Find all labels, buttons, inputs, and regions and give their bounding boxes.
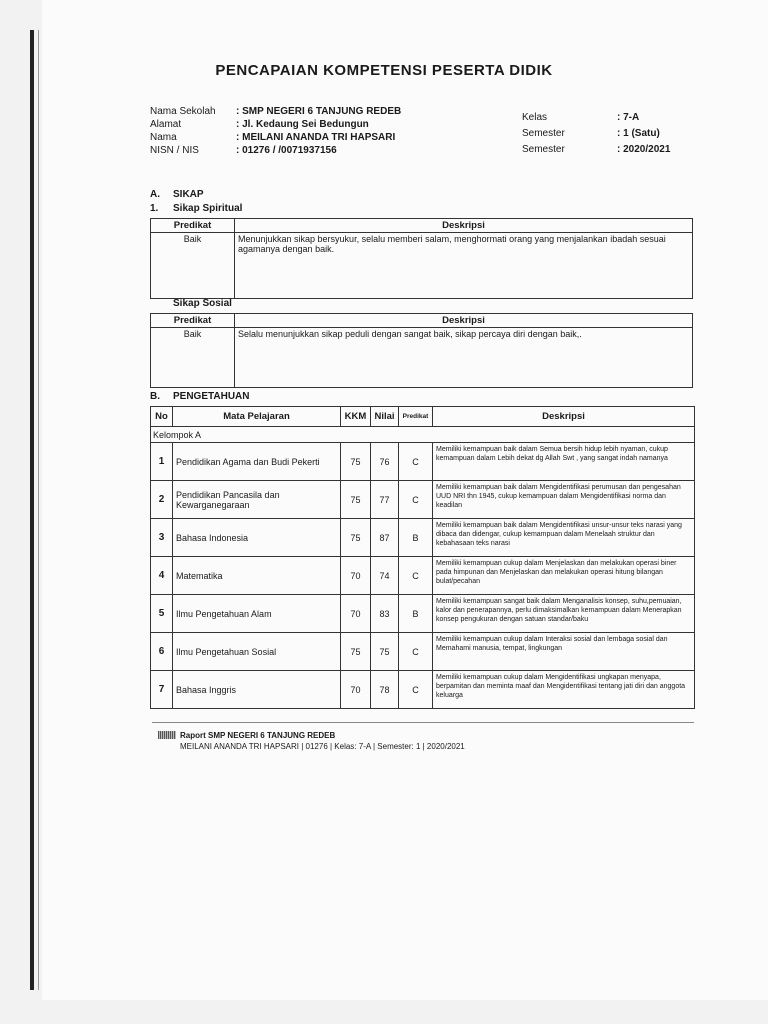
col-deskripsi: Deskripsi [433, 407, 695, 427]
label-nama: Nama [150, 132, 177, 143]
group-label: Kelompok A [151, 427, 695, 443]
row-nilai: 74 [371, 557, 399, 595]
row-kkm: 75 [341, 519, 371, 557]
col-kkm: KKM [341, 407, 371, 427]
row-mapel: Ilmu Pengetahuan Sosial [173, 633, 341, 671]
footer-divider [152, 722, 694, 723]
scan-edge-shadow [38, 30, 39, 990]
row-predikat: C [399, 633, 433, 671]
footer-title: Raport SMP NEGERI 6 TANJUNG REDEB [180, 731, 336, 740]
section-a-heading: A. SIKAP [150, 189, 204, 200]
row-deskripsi: Memiliki kemampuan baik dalam Mengidentifikasi perumusan dan pengesahan UUD NRI thn 1945, cukup kemampuan dalam Mengidentifikasi norma dan keadilan [433, 481, 695, 519]
value-nama-sekolah: : SMP NEGERI 6 TANJUNG REDEB [236, 106, 402, 117]
sosial-deskripsi: Selalu menunjukkan sikap peduli dengan sangat baik, sikap percaya diri dengan baik,. [235, 328, 693, 388]
row-predikat: B [399, 519, 433, 557]
identity-left [150, 105, 401, 157]
table-row [151, 557, 695, 595]
spiritual-predikat: Baik [151, 233, 235, 299]
row-deskripsi: Memiliki kemampuan cukup dalam Menjelaskan dan melakukan operasi biner pada himpunan dan Menjelaskan dan melakukan operasi hitung bilangan bulat/pecahan [433, 557, 695, 595]
col-no: No [151, 407, 173, 427]
value-semester: : 1 (Satu) [617, 128, 660, 139]
label-kelas: Kelas [522, 112, 548, 123]
col-predikat: Predikat [399, 407, 433, 427]
row-kkm: 70 [341, 557, 371, 595]
value-nama: : MEILANI ANANDA TRI HAPSARI [236, 132, 396, 143]
row-no: 7 [151, 671, 173, 709]
value-nisn: : 01276 / /0071937156 [236, 145, 337, 156]
row-deskripsi: Memiliki kemampuan cukup dalam Mengidentifikasi ungkapan menyapa, berpamitan dan meminta maaf dan Mengidentifikasi tentang jati diri dan anggota keluarga [433, 671, 695, 709]
row-no: 4 [151, 557, 173, 595]
row-mapel: Bahasa Indonesia [173, 519, 341, 557]
footer [158, 730, 465, 752]
footer-subtitle: MEILANI ANANDA TRI HAPSARI | 01276 | Kelas: 7-A | Semester: 1 | 2020/2021 [180, 742, 465, 751]
label-nisn: NISN / NIS [150, 145, 199, 156]
row-predikat: B [399, 595, 433, 633]
row-nilai: 83 [371, 595, 399, 633]
page-title: PENCAPAIAN KOMPETENSI PESERTA DIDIK [215, 62, 553, 79]
row-deskripsi: Memiliki kemampuan baik dalam Semua bersih hidup lebih nyaman, cukup kemampuan dalam Lebih dekat dg Allah Swt , yang sangat indah namanya [433, 443, 695, 481]
row-nilai: 87 [371, 519, 399, 557]
value-alamat: : Jl. Kedaung Sei Bedungun [236, 119, 369, 130]
identity-right [522, 111, 670, 159]
section-b-heading: B. PENGETAHUAN [150, 391, 250, 402]
row-kkm: 70 [341, 595, 371, 633]
row-nilai: 75 [371, 633, 399, 671]
row-mapel: Bahasa Inggris [173, 671, 341, 709]
row-kkm: 75 [341, 481, 371, 519]
row-nilai: 77 [371, 481, 399, 519]
row-deskripsi: Memiliki kemampuan sangat baik dalam Menganalisis konsep, suhu,pemuaian, kalor dan penerapannya, perlu dimaksimalkan kemampuan dalam Menerapkan konsep pengukuran dengan satuan standar/baku [433, 595, 695, 633]
spiritual-col-predikat: Predikat [151, 219, 235, 233]
row-predikat: C [399, 671, 433, 709]
value-kelas: : 7-A [617, 112, 640, 123]
value-tahun: : 2020/2021 [617, 144, 671, 155]
row-no: 3 [151, 519, 173, 557]
sosial-heading: Sikap Sosial [173, 298, 232, 309]
label-semester: Semester [522, 128, 565, 139]
row-no: 5 [151, 595, 173, 633]
row-mapel: Pendidikan Pancasila dan Kewarganegaraan [173, 481, 341, 519]
row-no: 1 [151, 443, 173, 481]
row-nilai: 76 [371, 443, 399, 481]
table-row [151, 519, 695, 557]
spiritual-heading: 1. Sikap Spiritual [150, 203, 243, 214]
spiritual-deskripsi: Menunjukkan sikap bersyukur, selalu memberi salam, menghormati orang yang menjalankan ibadah sesuai agamanya dengan baik. [235, 233, 693, 299]
row-mapel: Matematika [173, 557, 341, 595]
scan-edge [30, 30, 34, 990]
col-nilai: Nilai [371, 407, 399, 427]
row-kkm: 75 [341, 633, 371, 671]
row-nilai: 78 [371, 671, 399, 709]
table-row [151, 671, 695, 709]
row-predikat: C [399, 443, 433, 481]
row-predikat: C [399, 481, 433, 519]
sosial-predikat: Baik [151, 328, 235, 388]
row-no: 2 [151, 481, 173, 519]
row-predikat: C [399, 557, 433, 595]
table-row [151, 481, 695, 519]
row-deskripsi: Memiliki kemampuan baik dalam Mengidentifikasi unsur-unsur teks narasi yang dibaca dan didengar, cukup kemampuan dalam Menelaah struktur dan kebahasaan teks narasi [433, 519, 695, 557]
label-tahun: Semester [522, 144, 565, 155]
table-row [151, 633, 695, 671]
row-mapel: Pendidikan Agama dan Budi Pekerti [173, 443, 341, 481]
pengetahuan-table [150, 406, 695, 709]
table-row [151, 595, 695, 633]
row-deskripsi: Memiliki kemampuan cukup dalam Interaksi sosial dan lembaga sosial dan Memahami manusia, tempat, lingkungan [433, 633, 695, 671]
spiritual-col-deskripsi: Deskripsi [235, 219, 693, 233]
row-kkm: 70 [341, 671, 371, 709]
row-kkm: 75 [341, 443, 371, 481]
col-mapel: Mata Pelajaran [173, 407, 341, 427]
sosial-col-predikat: Predikat [151, 314, 235, 328]
row-mapel: Ilmu Pengetahuan Alam [173, 595, 341, 633]
label-nama-sekolah: Nama Sekolah [150, 106, 216, 117]
table-row [151, 443, 695, 481]
row-no: 6 [151, 633, 173, 671]
sosial-table [150, 313, 693, 388]
spiritual-table [150, 218, 693, 299]
label-alamat: Alamat [150, 119, 182, 130]
sosial-col-deskripsi: Deskripsi [235, 314, 693, 328]
